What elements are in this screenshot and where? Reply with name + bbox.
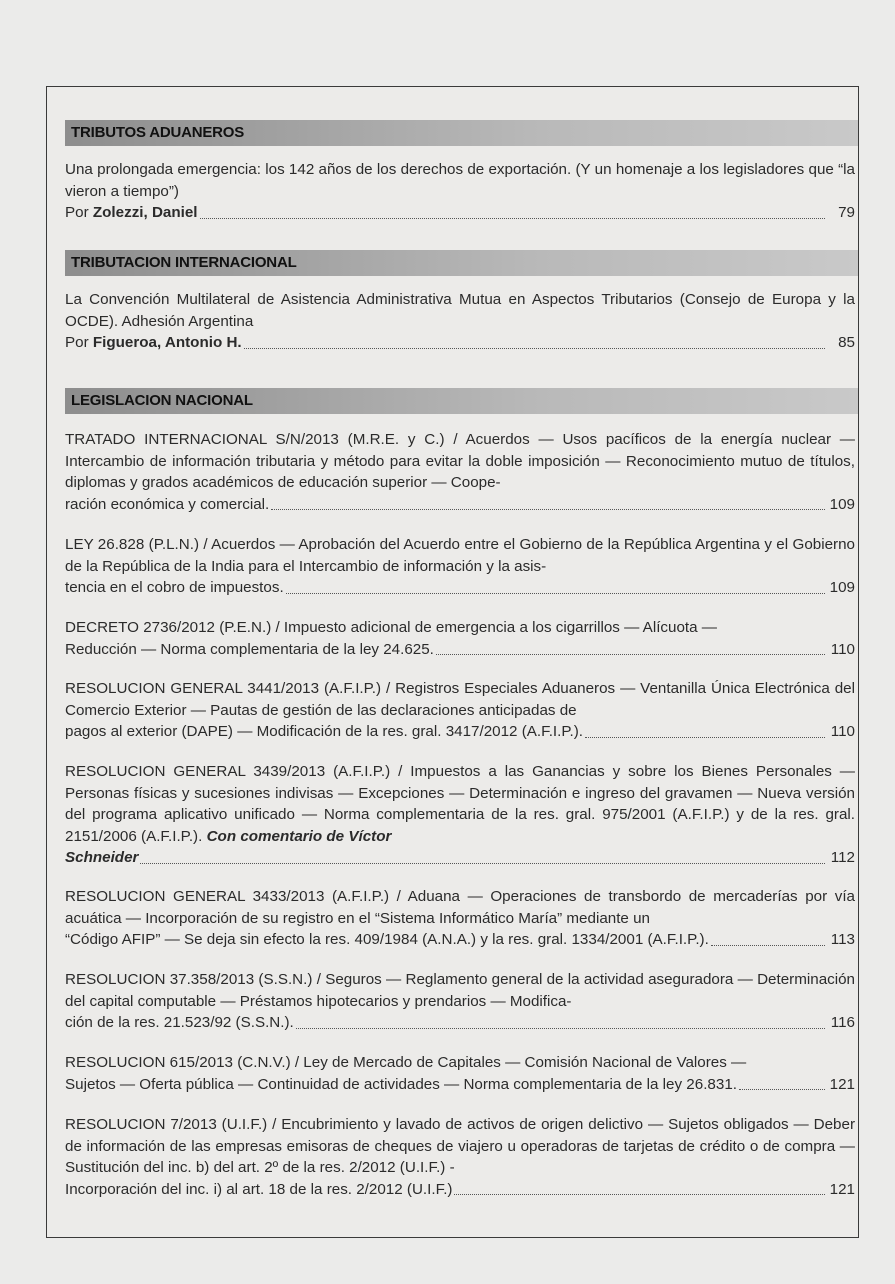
toc-entry[interactable] <box>65 761 855 869</box>
author-prefix: Por <box>65 334 89 351</box>
toc-entry[interactable] <box>65 1052 855 1095</box>
comment-author: Schneider <box>65 849 139 866</box>
page-number: 121 <box>829 1075 855 1093</box>
comment-note: Con comentario de Víctor <box>206 827 392 845</box>
entry-last-line <box>65 721 855 743</box>
entry-text: RESOLUCION GENERAL 3433/2013 (A.F.I.P.) / Aduana — Operaciones de transbordo de mercaderías por vía acuática — Incorporación de su registro en el “Sistema Informático María” mediante un <box>65 888 855 927</box>
author-name: Zolezzi, Daniel <box>92 204 198 221</box>
toc-entry[interactable] <box>65 289 855 354</box>
dot-leader <box>454 1193 825 1195</box>
entry-text-end: Sujetos — Oferta pública — Continuidad de actividades — Norma complementaria de la ley 26.831. <box>65 1075 737 1093</box>
entry-text-end: ración económica y comercial. <box>65 495 270 513</box>
dot-leader <box>296 1027 825 1029</box>
entry-text <box>65 761 855 847</box>
page-number: 112 <box>830 849 855 866</box>
entry-text-end: tencia en el cobro de impuestos. <box>65 579 284 596</box>
entry-text: LEY 26.828 (P.L.N.) / Acuerdos — Aprobación del Acuerdo entre el Gobierno de la República Argentina y el Gobierno de la República de la India para el Intercambio de información y la asis- <box>65 536 855 575</box>
entry-last-line <box>65 577 855 599</box>
entry-text: RESOLUCION 7/2013 (U.I.F.) / Encubrimiento y lavado de activos de origen delictivo — Sujetos obligados — Deber de información de las empresas emisoras de cheques de viajero u operadoras de tarjetas de crédito o de compra — Sustitución del inc. b) del art. 2º de la res. 2/2012 (U.I.F.) - <box>65 1116 855 1176</box>
section-header-tributos-aduaneros <box>65 120 858 146</box>
entry-text-end: pagos al exterior (DAPE) — Modificación de la res. gral. 3417/2012 (A.F.I.P.). <box>65 723 584 740</box>
section-title: TRIBUTACION INTERNACIONAL <box>71 254 297 271</box>
entry-last-line <box>65 1012 855 1034</box>
toc-entry[interactable] <box>65 429 855 515</box>
page-number: 110 <box>830 723 855 740</box>
dot-leader <box>140 862 825 864</box>
entry-text: RESOLUCION 615/2013 (C.N.V.) / Ley de Mercado de Capitales — Comisión Nacional de Valores — <box>65 1054 747 1071</box>
page-number: 113 <box>830 931 855 948</box>
section-title: LEGISLACION NACIONAL <box>71 392 253 409</box>
table-of-contents-page <box>46 86 859 1238</box>
entry-text-end: “Código AFIP” — Se deja sin efecto la res. 409/1984 (A.N.A.) y la res. gral. 1334/2001 (A.F.I.P.). <box>65 931 709 948</box>
entry-last-line <box>65 847 855 869</box>
toc-entry[interactable] <box>65 969 855 1034</box>
author-name: Figueroa, Antonio H. <box>92 334 242 351</box>
page-number: 79 <box>838 204 855 221</box>
entry-text-body: RESOLUCION GENERAL 3439/2013 (A.F.I.P.) / Impuestos a las Ganancias y sobre los Bienes Personales — Personas físicas y sucesiones indivisas — Excepciones — Determinación e ingreso del gravamen — Nueva versión del programa aplicativo unificado — Norma complementaria de la res. gral. 975/2001 (A.F.I.P.) y de la res. gral. 2151/2006 (A.F.I.P.). <box>65 763 855 845</box>
author-prefix: Por <box>65 204 89 221</box>
dot-leader <box>286 592 825 594</box>
entry-text: TRATADO INTERNACIONAL S/N/2013 (M.R.E. y C.) / Acuerdos — Usos pacíficos de la energía nuclear — Intercambio de información tributaria y método para evitar la doble imposición — Reconocimiento mutuo de títulos, diplomas y grados académicos de educación superior — Coope- <box>65 431 855 491</box>
page-number: 110 <box>830 640 855 658</box>
entry-last-line <box>65 332 855 354</box>
entry-last-line <box>65 494 855 516</box>
entry-last-line <box>65 639 855 661</box>
section-header-tributacion-internacional <box>65 250 858 276</box>
toc-entry[interactable] <box>65 678 855 743</box>
dot-leader <box>244 347 825 349</box>
section-title: TRIBUTOS ADUANEROS <box>71 124 245 141</box>
entry-text-end: Incorporación del inc. i) al art. 18 de la res. 2/2012 (U.I.F.) <box>65 1180 453 1198</box>
dot-leader <box>711 944 825 946</box>
toc-entry[interactable] <box>65 617 855 660</box>
section-header-legislacion-nacional <box>65 388 858 414</box>
entry-text-end: ción de la res. 21.523/92 (S.S.N.). <box>65 1014 294 1031</box>
dot-leader <box>739 1088 825 1090</box>
page-number: 109 <box>829 495 855 513</box>
entry-last-line <box>65 1074 855 1096</box>
entry-text: Una prolongada emergencia: los 142 años de los derechos de exportación. (Y un homenaje a los legisladores que “la vieron a tiempo”) <box>65 161 855 200</box>
entry-text: RESOLUCION 37.358/2013 (S.S.N.) / Seguros — Reglamento general de la actividad aseguradora — Determinación del capital computable — Préstamos hipotecarios y prendarios — Modifica- <box>65 971 855 1010</box>
entry-text-end: Reducción — Norma complementaria de la ley 24.625. <box>65 640 434 658</box>
entry-last-line <box>65 202 855 224</box>
page-number: 116 <box>830 1014 855 1031</box>
entry-text: RESOLUCION GENERAL 3441/2013 (A.F.I.P.) / Registros Especiales Aduaneros — Ventanilla Única Electrónica del Comercio Exterior — Pautas de gestión de las declaraciones anticipadas de <box>65 680 855 719</box>
page-number: 121 <box>829 1180 855 1198</box>
toc-entry[interactable] <box>65 1114 855 1200</box>
dot-leader <box>200 217 825 219</box>
dot-leader <box>436 653 825 655</box>
entry-text: La Convención Multilateral de Asistencia Administrativa Mutua en Aspectos Tributarios (Consejo de Europa y la OCDE). Adhesión Argentina <box>65 291 855 330</box>
page-number: 109 <box>829 579 855 596</box>
entry-last-line <box>65 929 855 951</box>
toc-entry[interactable] <box>65 534 855 599</box>
dot-leader <box>271 508 825 510</box>
dot-leader <box>585 736 825 738</box>
entry-text: DECRETO 2736/2012 (P.E.N.) / Impuesto adicional de emergencia a los cigarrillos — Alícuota — <box>65 619 717 636</box>
page-number: 85 <box>838 334 855 351</box>
entry-last-line <box>65 1179 855 1201</box>
toc-entry[interactable] <box>65 886 855 951</box>
toc-entry[interactable] <box>65 159 855 224</box>
